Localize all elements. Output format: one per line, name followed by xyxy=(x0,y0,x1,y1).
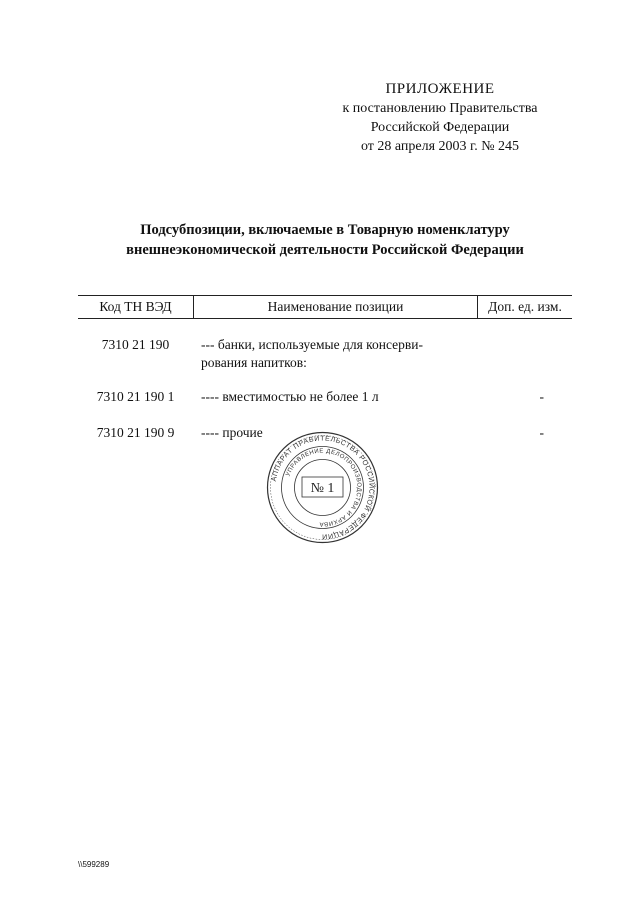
title-line-1: Подсубпозиции, включаемые в Товарную номенклатуру xyxy=(140,222,510,238)
seal-inner-text: УПРАВЛЕНИЕ ДЕЛОПРОИЗВОДСТВА И АРХИВА xyxy=(285,448,362,527)
row-name-line-2: рования напитков: xyxy=(201,355,307,370)
header-name: Наименование позиции xyxy=(194,296,478,318)
row-code: 7310 21 190 xyxy=(101,337,170,352)
row-code: 7310 21 190 1 xyxy=(96,389,175,404)
row-name-line-1: --- банки, используемые для консерви- xyxy=(201,337,424,352)
row-code: 7310 21 190 9 xyxy=(96,425,175,440)
table-header xyxy=(78,295,572,319)
title-line-2: внешнеэкономической деятельности Российской Федерации xyxy=(126,242,524,258)
row-name xyxy=(193,388,476,406)
official-seal xyxy=(265,430,380,545)
seal-number: № 1 xyxy=(310,481,335,496)
table-row xyxy=(78,388,572,406)
row-name xyxy=(193,336,476,372)
row-unit: - xyxy=(539,425,544,440)
appendix-line-1: к постановлению Правительства xyxy=(342,101,538,116)
header-unit: Доп. ед. изм. xyxy=(488,299,562,314)
appendix-label: ПРИЛОЖЕНИЕ xyxy=(385,81,495,97)
row-unit xyxy=(476,336,572,372)
header-code: Код ТН ВЭД xyxy=(78,296,194,318)
appendix-line-2: Российской Федерации xyxy=(370,120,510,135)
classification-table xyxy=(78,295,572,442)
row-unit: - xyxy=(539,389,544,404)
row-name-line-1: ---- прочие xyxy=(201,425,263,440)
appendix-block xyxy=(330,80,550,156)
appendix-line-3: от 28 апреля 2003 г. № 245 xyxy=(360,139,520,154)
seal-outer-text: АППАРАТ ПРАВИТЕЛЬСТВА РОССИЙСКОЙ ФЕДЕРАЦИИ xyxy=(270,435,375,540)
document-title xyxy=(60,220,590,260)
document-id: \\599289 xyxy=(78,860,110,869)
row-name-line-1: ---- вместимостью не более 1 л xyxy=(201,389,379,404)
table-row xyxy=(78,336,572,372)
